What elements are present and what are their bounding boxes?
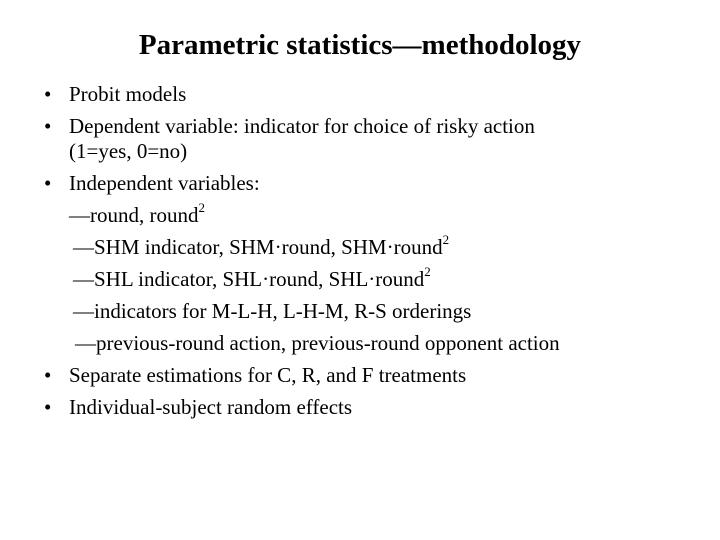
list-item-independent-variables — [44, 171, 694, 196]
list-item-text-line-2: (1=yes, 0=no) — [69, 139, 188, 163]
sub-item-text: —previous-round action, previous-round opponent action — [75, 331, 560, 355]
bullet-glyph: • — [44, 82, 52, 106]
sub-item-text: —indicators for M-L-H, L-H-M, R-S orderings — [73, 299, 472, 323]
sub-item-shl — [44, 264, 694, 292]
superscript-exponent: 2 — [424, 264, 431, 279]
bullet-list — [44, 82, 694, 427]
sub-item-round — [44, 200, 694, 228]
superscript-exponent: 2 — [442, 232, 450, 247]
bullet-glyph: • — [44, 171, 52, 195]
superscript-exponent: 2 — [198, 200, 205, 215]
bullet-glyph: • — [44, 114, 52, 138]
list-item-text: Independent variables: — [69, 171, 260, 195]
list-item-text: Individual-subject random effects — [69, 395, 353, 419]
list-item-text: Separate estimations for C, R, and F treatments — [69, 363, 467, 387]
sub-item-previous-round — [44, 331, 694, 356]
sub-item-shm — [44, 232, 694, 260]
sub-item-text: —round, round — [69, 203, 199, 227]
list-item-text-line-1: Dependent variable: indicator for choice of risky action — [69, 114, 535, 138]
list-item-separate-estimations — [44, 363, 694, 388]
slide-title: Parametric statistics—methodology — [138, 29, 582, 61]
list-item-dependent-variable — [44, 114, 694, 164]
sub-item-orderings — [44, 299, 694, 324]
list-item-probit-models — [44, 82, 694, 107]
list-item-text: Probit models — [69, 82, 187, 106]
bullet-glyph: • — [44, 363, 52, 387]
sub-item-text: —SHM indicator, SHM·round, SHM·round — [73, 235, 443, 259]
bullet-glyph: • — [44, 395, 52, 419]
sub-item-text: —SHL indicator, SHL·round, SHL·round — [73, 267, 425, 291]
list-item-random-effects — [44, 395, 694, 420]
